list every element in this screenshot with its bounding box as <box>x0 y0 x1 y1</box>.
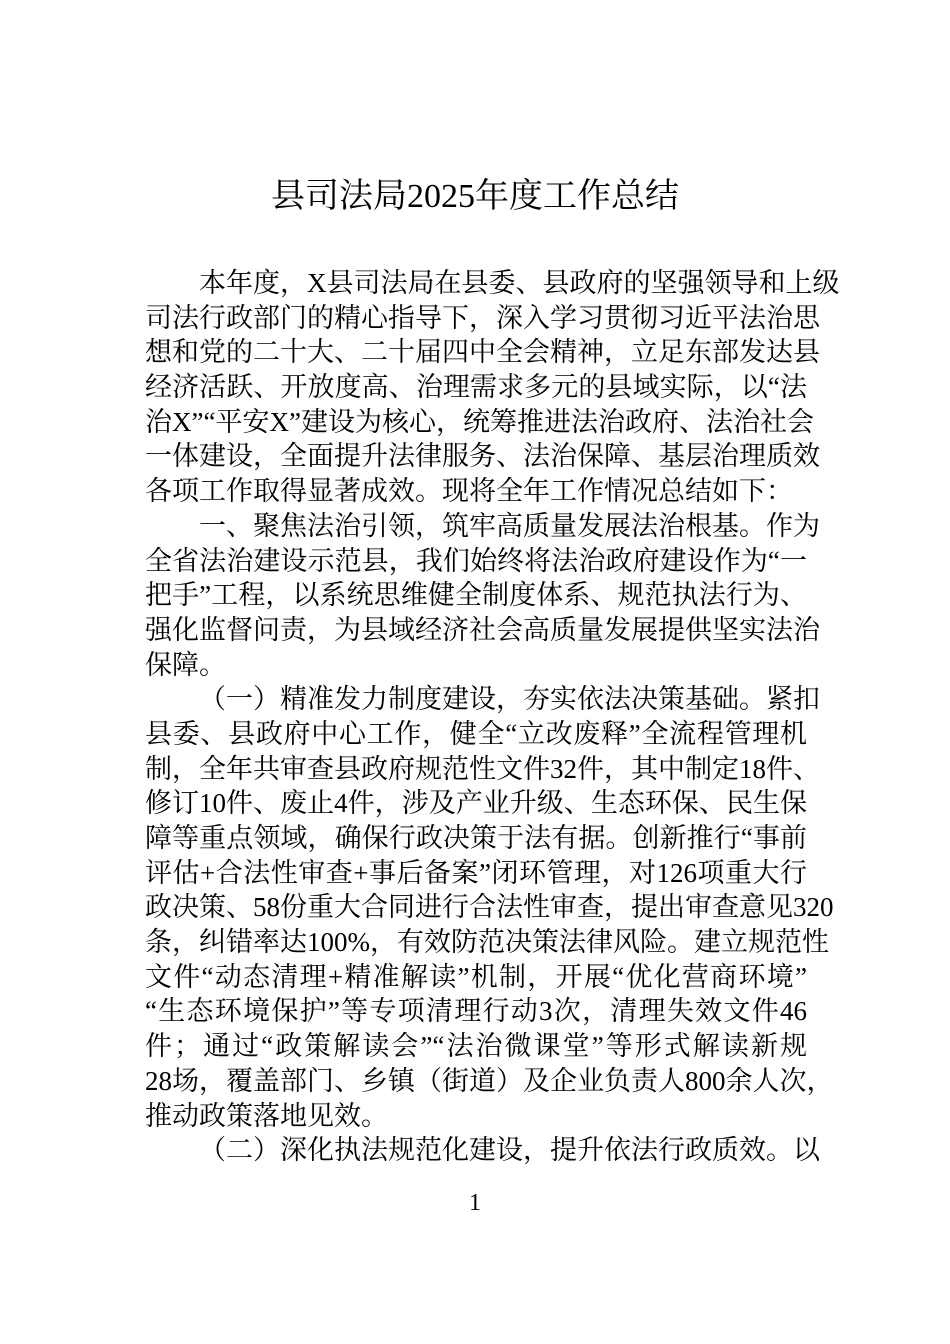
text-line: 政决策、58份重大合同进行合法性审查，提出审查意见320 <box>145 892 834 923</box>
text-line: 28场，覆盖部门、乡镇（街道）及企业负责人800余人次， <box>145 1065 834 1096</box>
text-line: 治X”“平安X”建设为核心，统筹推进法治政府、法治社会 <box>145 406 814 437</box>
text-line: 件；通过“政策解读会”“法治微课堂”等形式解读新规 <box>145 1031 807 1062</box>
subsection-heading-line: （一）精准发力制度建设，夯实依法决策基础。紧扣 <box>199 684 820 715</box>
text-line: 想和党的二十大、二十届四中全会精神，立足东部发达县 <box>145 337 820 368</box>
text-line: 本年度，X县司法局在县委、县政府的坚强领导和上级 <box>199 268 840 298</box>
text-line: “生态环境保护”等专项清理行动3次，清理失效文件46 <box>145 996 807 1027</box>
paragraph-section-1 <box>145 509 820 682</box>
text-line: 经济活跃、开放度高、治理需求多元的县域实际，以“法 <box>145 372 807 403</box>
text-line: 修订10件、废止4件，涉及产业升级、生态环保、民生保 <box>145 788 807 819</box>
text-line: 全省法治建设示范县，我们始终将法治政府建设作为“一 <box>145 545 807 576</box>
text-line: 推动政策落地见效。 <box>145 1100 388 1131</box>
paragraph-subsection-2 <box>145 1133 820 1168</box>
text-line: 把手”工程，以系统思维健全制度体系、规范执法行为、 <box>145 580 807 611</box>
text-line: 保障。 <box>145 649 226 680</box>
subsection-heading-line: （二）深化执法规范化建设，提升依法行政质效。以 <box>199 1135 820 1166</box>
document-title: 县司法局2025年度工作总结 <box>271 178 679 215</box>
text-line: 条，纠错率达100%，有效防范决策法律风险。建立规范性 <box>145 927 829 958</box>
text-line: 县委、县政府中心工作，健全“立改废释”全流程管理机 <box>145 718 807 749</box>
text-line: 障等重点领域，确保行政决策于法有据。创新推行“事前 <box>145 823 807 853</box>
paragraph-intro <box>145 266 840 509</box>
page-number: 1 <box>469 1190 481 1216</box>
text-line: 各项工作取得显著成效。现将全年工作情况总结如下： <box>145 476 793 507</box>
text-line: 一体建设，全面提升法律服务、法治保障、基层治理质效 <box>145 441 820 472</box>
text-line: 制，全年共审查县政府规范性文件32件，其中制定18件、 <box>145 753 820 784</box>
document-body <box>145 266 840 1168</box>
text-line: 强化监督问责，为县域经济社会高质量发展提供坚实法治 <box>145 614 820 645</box>
text-line: 司法行政部门的精心指导下，深入学习贯彻习近平法治思 <box>145 302 820 333</box>
paragraph-subsection-1 <box>145 682 834 1133</box>
text-line: 评估+合法性审查+事后备案”闭环管理，对126项重大行 <box>145 857 807 888</box>
section-heading-line: 一、聚焦法治引领，筑牢高质量发展法治根基。作为 <box>199 510 820 541</box>
text-line: 文件“动态清理+精准解读”机制，开展“优化营商环境” <box>145 961 807 992</box>
